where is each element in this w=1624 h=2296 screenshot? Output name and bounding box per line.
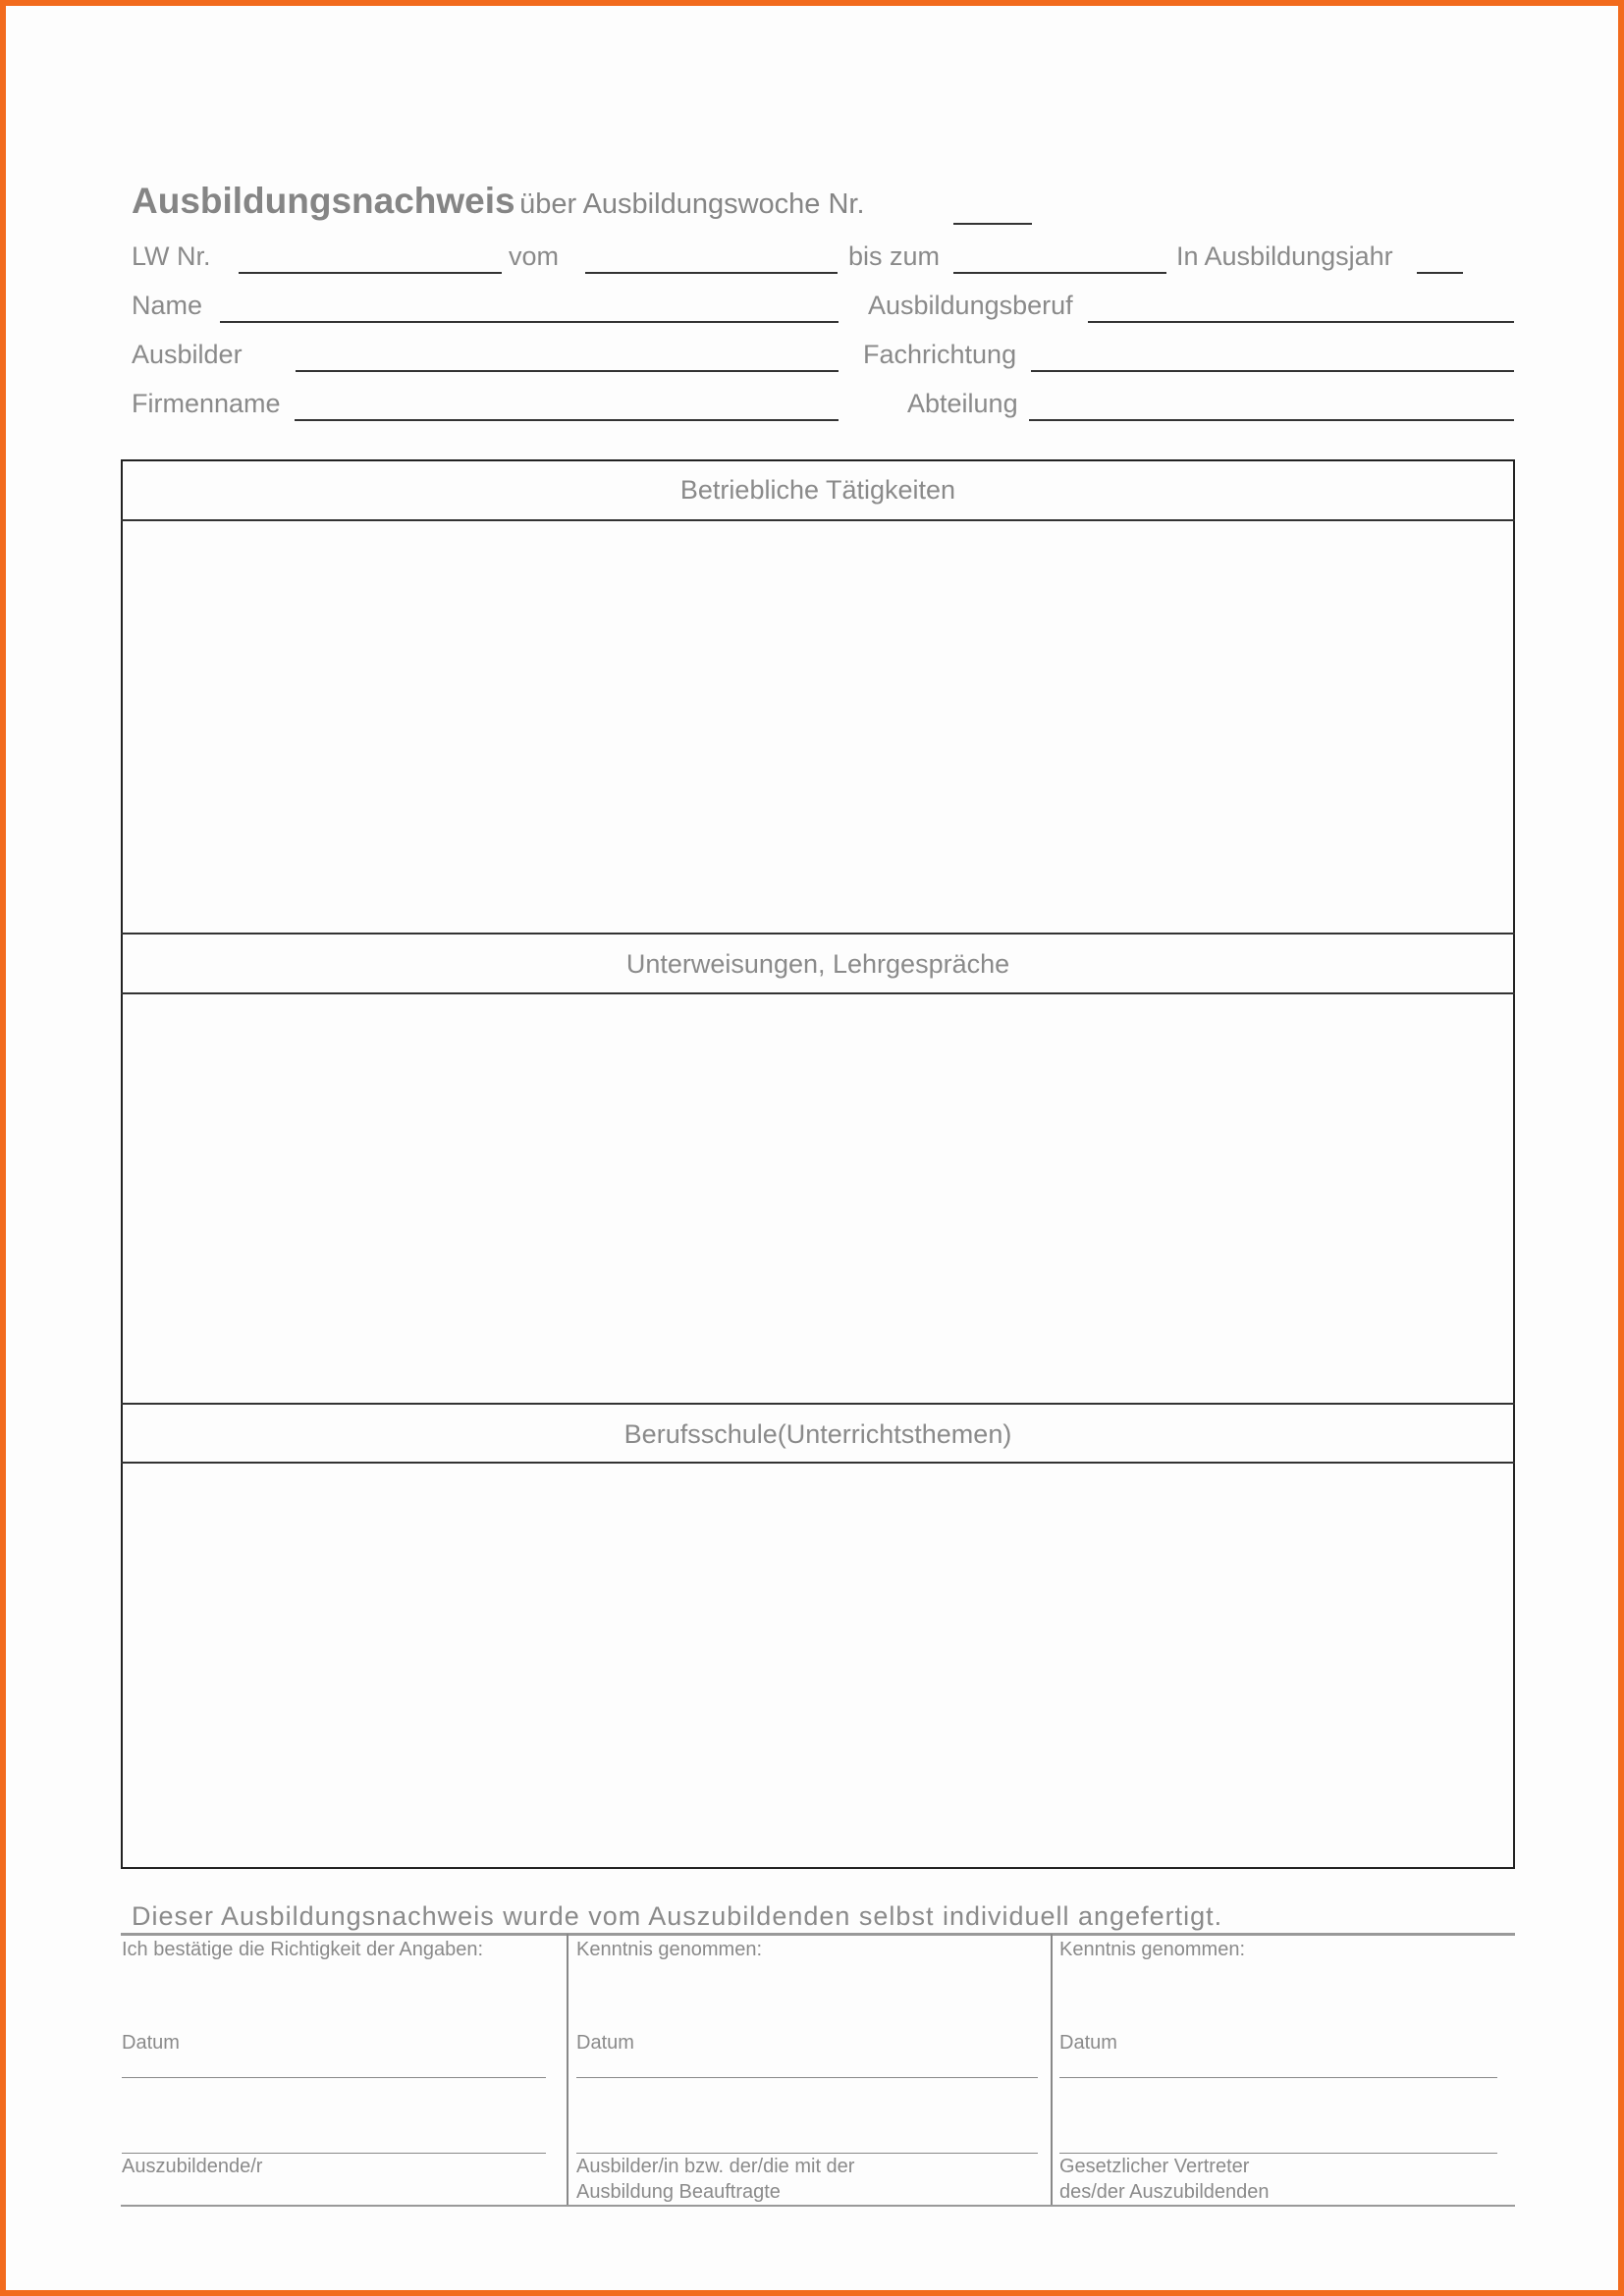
section-berufsschule-heading: Berufsschule(Unterrichtsthemen)	[623, 1419, 1012, 1449]
betriebliche-content-area[interactable]	[123, 521, 1513, 934]
firmenname-label: Firmenname	[132, 389, 281, 418]
col1-heading: Ich bestätige die Richtigkeit der Angaben:	[122, 1939, 484, 1960]
col2-date-line[interactable]	[576, 2077, 1038, 2078]
name-label: Name	[132, 291, 203, 320]
section-unterweisungen-heading: Unterweisungen, Lehrgespräche	[625, 949, 1010, 979]
col3-role-line1: Gesetzlicher Vertreter	[1059, 2156, 1250, 2177]
fachrichtung-line[interactable]	[1031, 370, 1514, 372]
beruf-line[interactable]	[1088, 321, 1514, 323]
title-rest: über Ausbildungswoche Nr.	[519, 188, 865, 220]
vom-label: vom	[509, 241, 560, 271]
fachrichtung-label: Fachrichtung	[863, 340, 1017, 369]
beruf-label: Ausbildungsberuf	[868, 291, 1073, 320]
form-title	[132, 181, 865, 222]
lw-nr-label: LW Nr.	[132, 241, 211, 271]
abteilung-line[interactable]	[1029, 419, 1514, 421]
abteilung-label: Abteilung	[907, 389, 1018, 418]
col3-heading: Kenntnis genommen:	[1059, 1939, 1246, 1960]
col2-role-line1: Ausbilder/in bzw. der/die mit der	[576, 2156, 855, 2177]
jahr-line[interactable]	[1417, 272, 1463, 274]
col2-role-line2: Ausbildung Beauftragte	[576, 2181, 781, 2203]
col2-signature-line[interactable]	[576, 2153, 1038, 2154]
signature-column-divider	[567, 1934, 568, 2205]
col3-datum-label: Datum	[1059, 2032, 1117, 2054]
col2-heading: Kenntnis genommen:	[576, 1939, 763, 1960]
col1-signature-line[interactable]	[122, 2153, 546, 2154]
section-divider	[121, 1403, 1515, 1405]
signature-top-rule	[121, 1933, 1515, 1936]
section-divider	[121, 933, 1515, 934]
col1-date-line[interactable]	[122, 2077, 546, 2078]
vom-line[interactable]	[585, 272, 838, 274]
col1-datum-label: Datum	[122, 2032, 180, 2054]
signature-bottom-rule	[121, 2205, 1515, 2207]
col3-date-line[interactable]	[1059, 2077, 1497, 2078]
col2-datum-label: Datum	[576, 2032, 634, 2054]
title-bold: Ausbildungsnachweis	[132, 181, 515, 221]
col3-role-line2: des/der Auszubildenden	[1059, 2181, 1270, 2203]
name-line[interactable]	[220, 321, 839, 323]
col3-signature-line[interactable]	[1059, 2153, 1497, 2154]
lw-nr-line[interactable]	[239, 272, 502, 274]
week-number-line[interactable]	[953, 223, 1032, 225]
unterweisungen-content-area[interactable]	[123, 994, 1513, 1403]
berufsschule-content-area[interactable]	[123, 1464, 1513, 1866]
bis-zum-line[interactable]	[953, 272, 1166, 274]
firmenname-line[interactable]	[295, 419, 839, 421]
section-betriebliche-heading: Betriebliche Tätigkeiten	[679, 475, 956, 505]
jahr-label: In Ausbildungsjahr	[1176, 241, 1393, 271]
signature-column-divider	[1051, 1934, 1053, 2205]
col1-role: Auszubildende/r	[122, 2156, 263, 2177]
self-made-note: Dieser Ausbildungsnachweis wurde vom Auszubildenden selbst individuell angefertigt.	[132, 1901, 1223, 1931]
ausbilder-label: Ausbilder	[132, 340, 243, 369]
bis-zum-label: bis zum	[848, 241, 941, 271]
ausbilder-line[interactable]	[296, 370, 839, 372]
